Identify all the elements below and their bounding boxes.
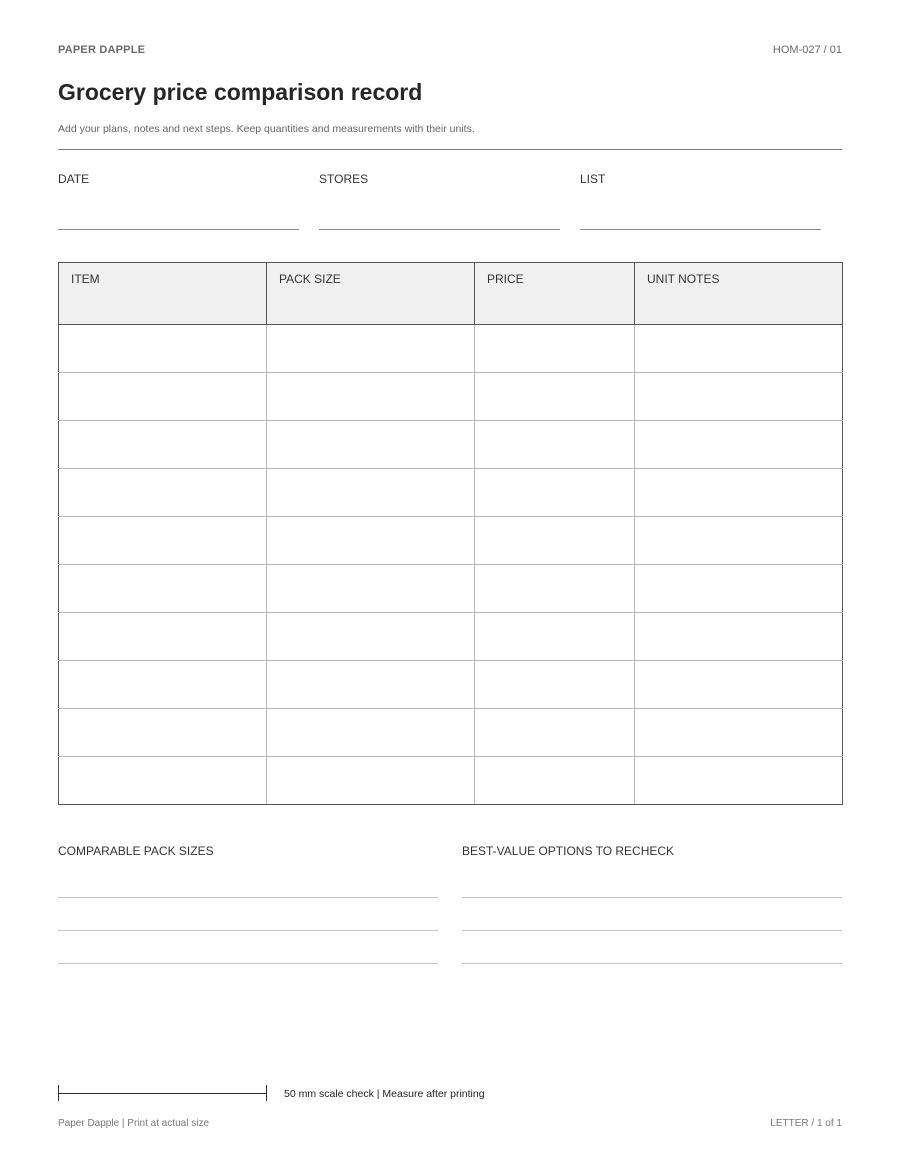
brand-name: PAPER DAPPLE xyxy=(58,44,146,56)
title-divider xyxy=(58,149,842,150)
date-field-line[interactable] xyxy=(58,229,299,230)
table-cell-price[interactable] xyxy=(475,757,635,805)
table-cell-pack-size[interactable] xyxy=(267,613,475,661)
table-cell-pack-size[interactable] xyxy=(267,469,475,517)
column-header-pack-size: PACK SIZE xyxy=(267,263,475,325)
best-value-note-line[interactable] xyxy=(462,897,842,898)
table-cell-pack-size[interactable] xyxy=(267,661,475,709)
scale-bar xyxy=(58,1093,267,1094)
table-cell-pack-size[interactable] xyxy=(267,421,475,469)
table-row xyxy=(59,757,843,805)
table-cell-unit-notes[interactable] xyxy=(635,325,843,373)
table-cell-unit-notes[interactable] xyxy=(635,709,843,757)
scale-bar-end-tick xyxy=(266,1085,267,1101)
page-subtitle: Add your plans, notes and next steps. Keep quantities and measurements with their units. xyxy=(58,123,475,135)
table-cell-item[interactable] xyxy=(59,709,267,757)
pack-sizes-note-line[interactable] xyxy=(58,930,438,931)
table-cell-item[interactable] xyxy=(59,469,267,517)
column-header-item: ITEM xyxy=(59,263,267,325)
best-value-options-label: BEST-VALUE OPTIONS TO RECHECK xyxy=(462,844,675,858)
list-label: LIST xyxy=(580,172,606,186)
table-row xyxy=(59,373,843,421)
stores-field-line[interactable] xyxy=(319,229,560,230)
table-cell-unit-notes[interactable] xyxy=(635,565,843,613)
best-value-note-line[interactable] xyxy=(462,963,842,964)
table-row xyxy=(59,613,843,661)
table-cell-price[interactable] xyxy=(475,661,635,709)
footer-page-info: LETTER / 1 of 1 xyxy=(770,1118,842,1129)
table-row xyxy=(59,469,843,517)
table-cell-unit-notes[interactable] xyxy=(635,661,843,709)
table-cell-price[interactable] xyxy=(475,469,635,517)
list-field-line[interactable] xyxy=(580,229,821,230)
table-row xyxy=(59,517,843,565)
table-header-row xyxy=(59,263,843,325)
table-cell-item[interactable] xyxy=(59,373,267,421)
table-cell-pack-size[interactable] xyxy=(267,709,475,757)
column-header-unit-notes: UNIT NOTES xyxy=(635,263,843,325)
table-cell-price[interactable] xyxy=(475,565,635,613)
table-cell-unit-notes[interactable] xyxy=(635,373,843,421)
table-cell-pack-size[interactable] xyxy=(267,757,475,805)
table-body xyxy=(59,325,843,805)
table-cell-unit-notes[interactable] xyxy=(635,517,843,565)
table-cell-pack-size[interactable] xyxy=(267,325,475,373)
table-cell-pack-size[interactable] xyxy=(267,565,475,613)
document-code: HOM-027 / 01 xyxy=(772,44,842,56)
table-row xyxy=(59,325,843,373)
table-cell-price[interactable] xyxy=(475,421,635,469)
table-cell-item[interactable] xyxy=(59,613,267,661)
pack-sizes-note-line[interactable] xyxy=(58,897,438,898)
date-label: DATE xyxy=(58,172,90,186)
table-cell-pack-size[interactable] xyxy=(267,517,475,565)
table-cell-item[interactable] xyxy=(59,325,267,373)
table-cell-item[interactable] xyxy=(59,661,267,709)
price-comparison-table xyxy=(58,262,843,805)
stores-label: STORES xyxy=(319,172,369,186)
table-row xyxy=(59,421,843,469)
table-row xyxy=(59,709,843,757)
table-cell-price[interactable] xyxy=(475,373,635,421)
table-cell-unit-notes[interactable] xyxy=(635,613,843,661)
table-cell-item[interactable] xyxy=(59,517,267,565)
comparable-pack-sizes-label: COMPARABLE PACK SIZES xyxy=(58,844,214,858)
table-cell-unit-notes[interactable] xyxy=(635,421,843,469)
table-cell-price[interactable] xyxy=(475,709,635,757)
table-cell-item[interactable] xyxy=(59,421,267,469)
table-cell-unit-notes[interactable] xyxy=(635,469,843,517)
column-header-price: PRICE xyxy=(475,263,635,325)
table-row xyxy=(59,661,843,709)
table-cell-price[interactable] xyxy=(475,517,635,565)
table-cell-price[interactable] xyxy=(475,325,635,373)
scale-check-text: 50 mm scale check | Measure after printing xyxy=(284,1088,485,1100)
page-title: Grocery price comparison record xyxy=(58,79,423,105)
table-cell-unit-notes[interactable] xyxy=(635,757,843,805)
table-cell-price[interactable] xyxy=(475,613,635,661)
table-cell-item[interactable] xyxy=(59,565,267,613)
table-cell-item[interactable] xyxy=(59,757,267,805)
best-value-note-line[interactable] xyxy=(462,930,842,931)
table-cell-pack-size[interactable] xyxy=(267,373,475,421)
footer-left-text: Paper Dapple | Print at actual size xyxy=(58,1118,210,1129)
table-row xyxy=(59,565,843,613)
pack-sizes-note-line[interactable] xyxy=(58,963,438,964)
